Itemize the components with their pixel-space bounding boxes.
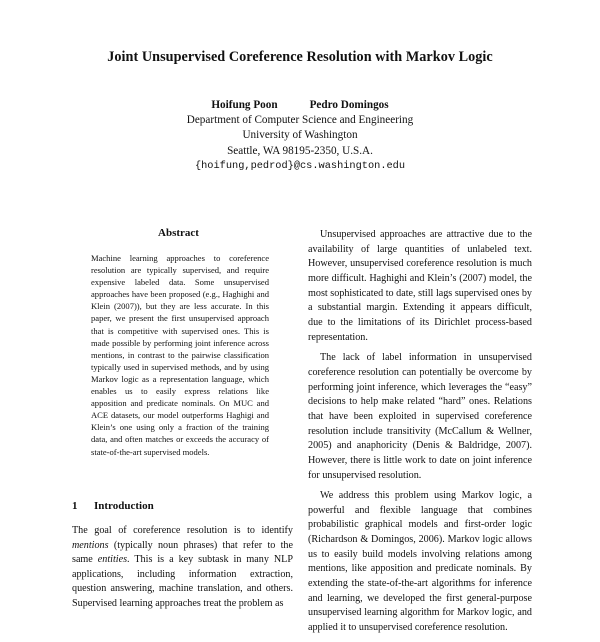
affiliation-university: University of Washington: [242, 129, 358, 142]
intro-text: (typically noun phrases) that refer to the same: [72, 539, 293, 566]
author-block: [0, 98, 600, 174]
section-heading: [72, 500, 154, 512]
section-title: Introduction: [94, 500, 154, 512]
paper-title: Joint Unsupervised Coreference Resolution with Markov Logic: [107, 49, 493, 65]
affiliation-department: Department of Computer Science and Engineering: [186, 114, 414, 127]
abstract-heading: Abstract: [158, 227, 199, 239]
intro-body: [72, 524, 293, 618]
body-paragraph: Unsupervised approaches are attractive due to the availability of large quantities of unlabeled text. However, unsupervised coreference resolution is much more difficult. Haghighi and Klein’s (2007) model, the most sophisticated to date, still lags supervised ones by a substantial margin. Extending it appears difficult, due to the limitations of its Dirichlet process-based representation.: [308, 229, 532, 343]
author-names: [0, 98, 600, 113]
author-email: {hoifung,pedrod}@cs.washington.edu: [194, 159, 406, 172]
intro-text: . This is a key subtask in many NLP applications, including information extraction, question answering, machine translation, and others. Supervised learning approaches treat the problem as: [72, 554, 293, 609]
body-paragraph: We address this problem using Markov logic, a powerful and flexible language that combines probabilistic graphical models and first-order logic (Richardson & Domingos, 2006). Markov logic allows us to easily build models involving relations among mentions, like apposition and predicate nominals. By extending the state-of-the-art algorithms for inference and learning, we developed the first general-purpose unsupervised learning algorithm for Markov logic, and applied it to unsupervised coreference resolution.: [308, 490, 532, 634]
affiliation-address: Seattle, WA 98195-2350, U.S.A.: [227, 144, 373, 157]
intro-emphasis: entities: [97, 554, 128, 566]
right-column: [308, 228, 532, 642]
abstract-body: [91, 252, 269, 458]
author-name: Pedro Domingos: [309, 99, 389, 111]
section-number: 1: [72, 500, 78, 512]
abstract-text: Machine learning approaches to coreference resolution are typically supervised, and require expensive labeled data. Some unsupervised approaches have been proposed (e.g., Haghighi and Klein (2007)), but they are less accurate. In this paper, we present the first unsupervised approach that is competitive with supervised ones. This is made possible by performing joint inference across mentions, in contrast to the pairwise classification typically used in supervised methods, and by using Markov logic as a representation language, which enables us to easily express relations like apposition and predicate nominals. On MUC and ACE datasets, our model outperforms Haghigi and Klein’s one using only a fraction of the training data, and often matches or exceeds the accuracy of state-of-the-art supervised models.: [91, 253, 269, 457]
intro-text: The goal of coreference resolution is to identify: [72, 525, 293, 536]
intro-paragraph: [72, 524, 293, 612]
intro-emphasis: mentions: [72, 539, 109, 551]
body-paragraph: The lack of label information in unsupervised coreference resolution can potentially be overcome by performing joint inference, which leverages the “easy” decisions to help make related “hard” ones. Relations that have been exploited in supervised coreference resolution include transitivity (McCallum & Wellner, 2005) and anaphoricity (Denis & Baldridge, 2007). However, there is little work to date on joint inference for unsupervised resolution.: [308, 352, 532, 481]
author-name: Hoifung Poon: [211, 99, 278, 111]
